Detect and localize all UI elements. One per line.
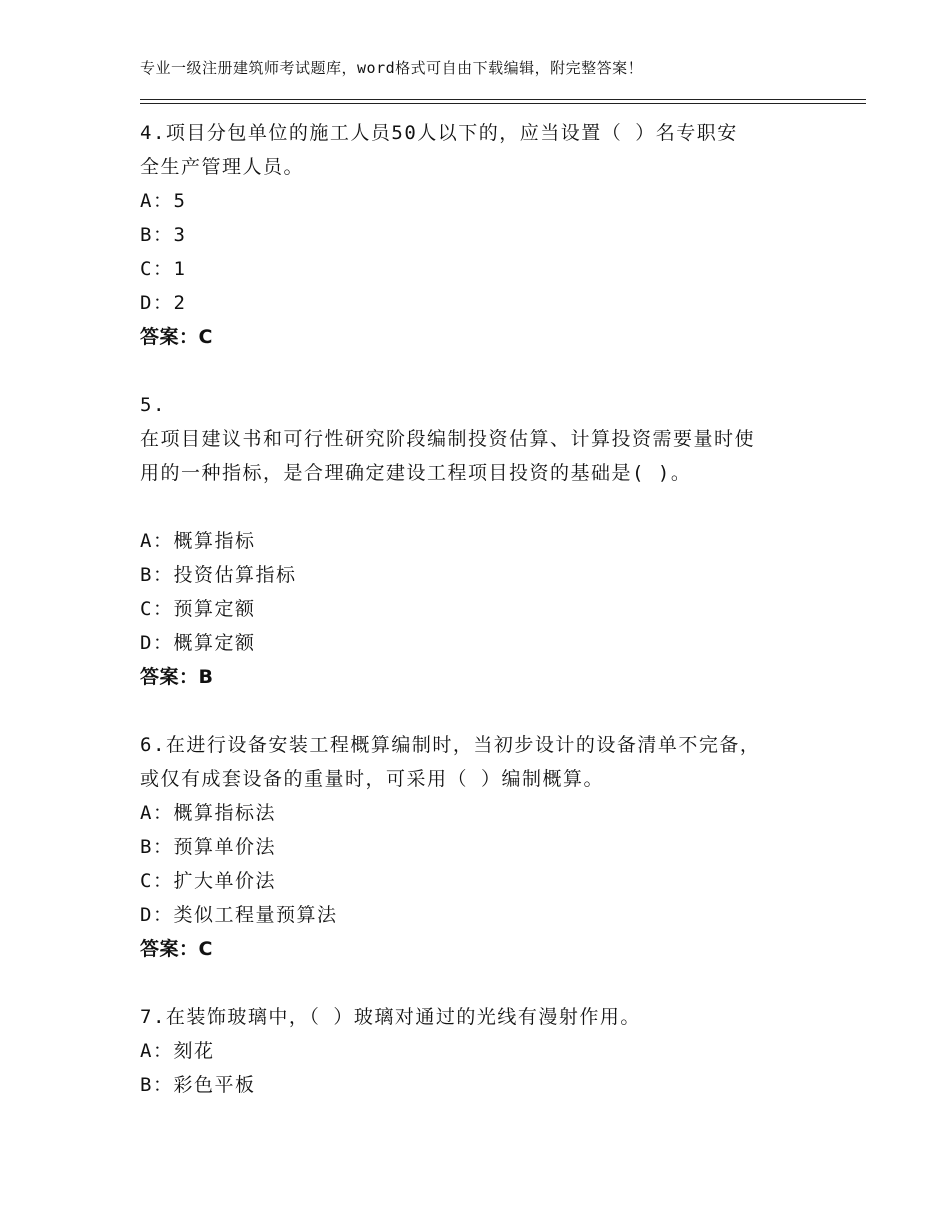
question-stem-line: 6.在进行设备安装工程概算编制时，当初步设计的设备清单不完备， bbox=[140, 734, 761, 756]
option-c: C：扩大单价法 bbox=[140, 870, 276, 892]
question-stem-line: 在项目建议书和可行性研究阶段编制投资估算、计算投资需要量时使 bbox=[140, 428, 756, 450]
option-b: B：投资估算指标 bbox=[140, 564, 297, 586]
option-d: D：类似工程量预算法 bbox=[140, 904, 338, 926]
question-stem-line: 用的一种指标，是合理确定建设工程项目投资的基础是( )。 bbox=[140, 462, 692, 484]
question-5 bbox=[140, 388, 840, 694]
option-a: A：概算指标 bbox=[140, 530, 256, 552]
option-d: D：概算定额 bbox=[140, 632, 256, 654]
spacer bbox=[140, 966, 840, 1000]
option-a: A：5 bbox=[140, 190, 187, 212]
option-a: A：概算指标法 bbox=[140, 802, 276, 824]
question-list bbox=[140, 116, 840, 1102]
option-b: B：彩色平板 bbox=[140, 1074, 256, 1096]
header-rule-bottom bbox=[140, 103, 866, 104]
option-b: B：预算单价法 bbox=[140, 836, 276, 858]
option-c: C：预算定额 bbox=[140, 598, 256, 620]
answer-label: 答案：C bbox=[140, 938, 213, 960]
spacer bbox=[140, 490, 840, 524]
document-header: 专业一级注册建筑师考试题库，word格式可自由下载编辑，附完整答案！ bbox=[140, 59, 644, 77]
question-4 bbox=[140, 116, 840, 354]
question-stem-line: 7.在装饰玻璃中，（ ）玻璃对通过的光线有漫射作用。 bbox=[140, 1006, 641, 1028]
question-stem-line: 全生产管理人员。 bbox=[140, 156, 305, 178]
option-d: D：2 bbox=[140, 292, 187, 314]
option-c: C：1 bbox=[140, 258, 187, 280]
option-a: A：刻花 bbox=[140, 1040, 215, 1062]
spacer bbox=[140, 694, 840, 728]
question-number: 5. bbox=[140, 394, 166, 416]
question-6 bbox=[140, 728, 840, 966]
question-stem-line: 4.项目分包单位的施工人员50人以下的，应当设置（ ）名专职安 bbox=[140, 122, 738, 144]
header-rule-top bbox=[140, 99, 866, 100]
question-stem-line: 或仅有成套设备的重量时，可采用（ ）编制概算。 bbox=[140, 768, 604, 790]
answer-label: 答案：B bbox=[140, 666, 214, 688]
answer-label: 答案：C bbox=[140, 326, 213, 348]
spacer bbox=[140, 354, 840, 388]
question-7 bbox=[140, 1000, 840, 1102]
option-b: B：3 bbox=[140, 224, 187, 246]
